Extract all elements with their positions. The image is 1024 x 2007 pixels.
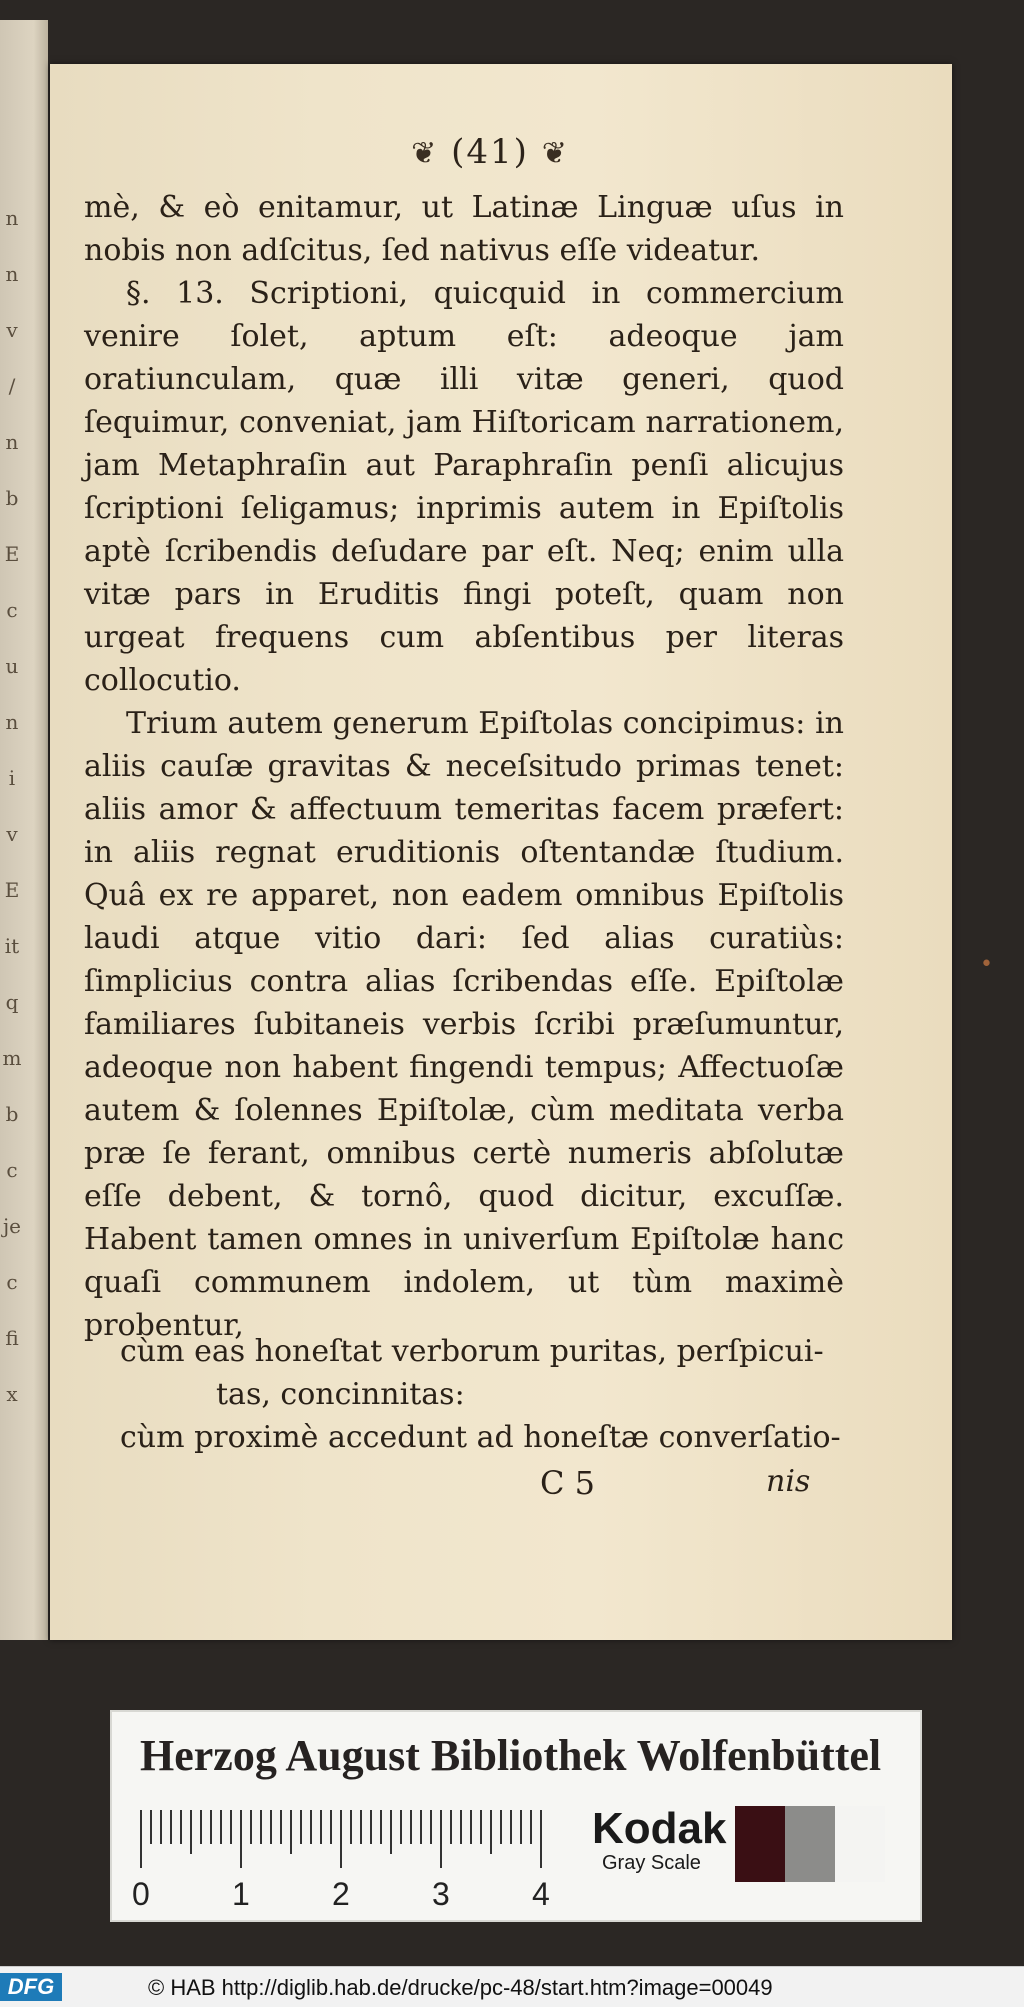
prev-edge-letter: c xyxy=(6,598,18,622)
prev-edge-letter: n xyxy=(5,262,19,286)
ruler-tick xyxy=(210,1810,212,1844)
ruler-tick xyxy=(150,1810,152,1844)
prev-edge-letter: u xyxy=(5,654,19,678)
ruler-tick xyxy=(320,1810,322,1844)
ruler-tick xyxy=(500,1810,502,1844)
ruler-tick xyxy=(460,1810,462,1844)
prev-edge-letter: it xyxy=(4,934,20,958)
kodak-logo: Kodak xyxy=(592,1804,727,1853)
ruler-tick xyxy=(310,1810,312,1844)
gray-swatch-dark xyxy=(735,1806,785,1882)
signature-mark: C 5 xyxy=(540,1464,596,1502)
ruler-tick xyxy=(370,1810,372,1844)
ruler-tick xyxy=(140,1810,142,1868)
prev-edge-letter: fi xyxy=(5,1326,19,1350)
ruler-tick xyxy=(360,1810,362,1844)
ruler-tick xyxy=(400,1810,402,1844)
body-text xyxy=(84,186,844,1347)
prev-edge-letter: n xyxy=(5,710,19,734)
ruler-tick xyxy=(350,1810,352,1844)
page-header xyxy=(360,132,620,172)
ruler-tick xyxy=(220,1810,222,1844)
catchword: nis xyxy=(766,1464,811,1499)
prev-edge-letter: i xyxy=(8,766,16,790)
ruler-label: 4 xyxy=(532,1876,550,1912)
ruler-tick xyxy=(530,1810,532,1844)
gray-swatch-light xyxy=(835,1806,885,1882)
ruler-tick xyxy=(540,1810,542,1868)
ruler-tick xyxy=(240,1810,242,1868)
ruler-tick xyxy=(480,1810,482,1844)
ruler-tick xyxy=(440,1810,442,1868)
ruler-label: 3 xyxy=(432,1876,450,1912)
prev-edge-letter: b xyxy=(5,1102,19,1126)
dfg-logo: DFG xyxy=(0,1973,62,2001)
copyright-link[interactable]: © HAB http://diglib.hab.de/drucke/pc-48/start.htm?image=00049 xyxy=(148,1975,773,2000)
paragraph-epistles: Trium autem generum Epiſtolas concipimus: in aliis cauſæ gravitas & neceſsitudo primas tenet: aliis amor & affectuum temeritas facem præfert: in aliis regnat eruditionis oſtentandæ ſtudium. Quâ ex re apparet, non eadem omnibus Epiſtolis laudi atque vitio dari: ſed alias curatiùs: ſimplicius contra alias ſcribendas eſſe. Epiſtolæ familiares ſubitaneis verbis ſcribi præſumuntur, adeoque non habent fingendi tempus; Affectuoſæ autem & ſolennes Epiſtolæ, cùm meditata verba præ ſe ferant, omnibus certè numeris abſolutæ eſſe debent, & tornô, quod dicitur, excuſſæ. Habent tamen omnes in univerſum Epiſtolæ hanc quaſi communem indolem, ut tùm maximè probentur, xyxy=(84,706,844,1343)
page-number: (41) xyxy=(451,132,529,172)
paragraph-section-13: §. 13. Scriptioni, quicquid in commercium venire ſolet, aptum eſt: adeoque jam oratiunculam, quæ illi vitæ generi, quod ſequimur, conveniat, jam Hiſtoricam narrationem, jam Metaphraſin aut Paraphraſin penſi alicujus ſcriptioni ſeligamus; inprimis autem in Epiſtolis aptè ſcribendis deſudare par eſt. Neq; enim ulla vitæ pars in Eruditis fingi poteſt, quam non urgeat frequens cum abſentibus per literas collocutio. xyxy=(84,276,844,698)
prev-edge-letter: x xyxy=(6,1382,18,1406)
prev-edge-letter: v xyxy=(6,822,18,846)
prev-edge-letter: E xyxy=(4,542,20,566)
left-ornament-icon: ❦ xyxy=(411,136,439,171)
ruler-tick xyxy=(280,1810,282,1844)
list-line-1: cùm eas honeſtat verborum puritas, perſpicui- xyxy=(120,1334,824,1369)
ruler-tick xyxy=(260,1810,262,1844)
ruler-tick xyxy=(230,1810,232,1844)
ruler-tick xyxy=(300,1810,302,1844)
prev-edge-letter: / xyxy=(8,374,16,398)
ruler-tick xyxy=(290,1810,292,1854)
ink-spot: • xyxy=(980,952,993,977)
gray-swatch-mid xyxy=(785,1806,835,1882)
ruler-label: 1 xyxy=(232,1876,250,1912)
ruler-tick xyxy=(270,1810,272,1844)
gray-scale-label: Gray Scale xyxy=(602,1852,701,1874)
prev-edge-letter: je xyxy=(2,1214,22,1238)
ruler-tick xyxy=(420,1810,422,1844)
list-line-2: cùm proximè accedunt ad honeſtæ converſatio- xyxy=(120,1420,841,1455)
ruler-tick xyxy=(200,1810,202,1844)
ruler-tick xyxy=(160,1810,162,1844)
prev-edge-letter: v xyxy=(6,318,18,342)
right-ornament-icon: ❦ xyxy=(541,136,569,171)
ruler-tick xyxy=(520,1810,522,1844)
prev-edge-letter: m xyxy=(2,1046,22,1070)
library-scale-card xyxy=(110,1710,922,1922)
previous-page-letters xyxy=(0,190,24,1422)
ruler-tick xyxy=(410,1810,412,1844)
footer-bar xyxy=(0,1966,1024,2007)
ruler-tick xyxy=(390,1810,392,1854)
ruler-label: 0 xyxy=(132,1876,150,1912)
library-name: Herzog August Bibliothek Wolfenbüttel xyxy=(140,1731,882,1780)
ruler-tick xyxy=(450,1810,452,1844)
previous-page-edge xyxy=(0,20,48,1640)
ruler-label: 2 xyxy=(332,1876,350,1912)
ruler-tick xyxy=(170,1810,172,1844)
ruler-tick xyxy=(250,1810,252,1844)
prev-edge-letter: c xyxy=(6,1158,18,1182)
indented-list xyxy=(120,1330,850,1459)
book-page xyxy=(50,64,993,1640)
ruler-tick xyxy=(340,1810,342,1868)
prev-edge-letter: q xyxy=(5,990,19,1014)
ruler-tick xyxy=(190,1810,192,1854)
list-line-1-continued: tas, concinnitas: xyxy=(216,1377,465,1412)
prev-edge-letter: c xyxy=(6,1270,18,1294)
ruler-tick xyxy=(330,1810,332,1844)
ruler-tick xyxy=(510,1810,512,1844)
ruler-scale xyxy=(132,1810,660,1912)
prev-edge-letter: n xyxy=(5,206,19,230)
prev-edge-letter: E xyxy=(4,878,20,902)
ruler-tick xyxy=(430,1810,432,1844)
ruler-tick xyxy=(490,1810,492,1854)
paragraph-continuation: mè, & eò enitamur, ut Latinæ Linguæ uſus in nobis non adſcitus, ſed nativus eſſe videatur. xyxy=(84,190,844,268)
prev-edge-letter: n xyxy=(5,430,19,454)
ruler-tick xyxy=(180,1810,182,1844)
prev-edge-letter: b xyxy=(5,486,19,510)
ruler-tick xyxy=(470,1810,472,1844)
ruler-tick xyxy=(380,1810,382,1844)
